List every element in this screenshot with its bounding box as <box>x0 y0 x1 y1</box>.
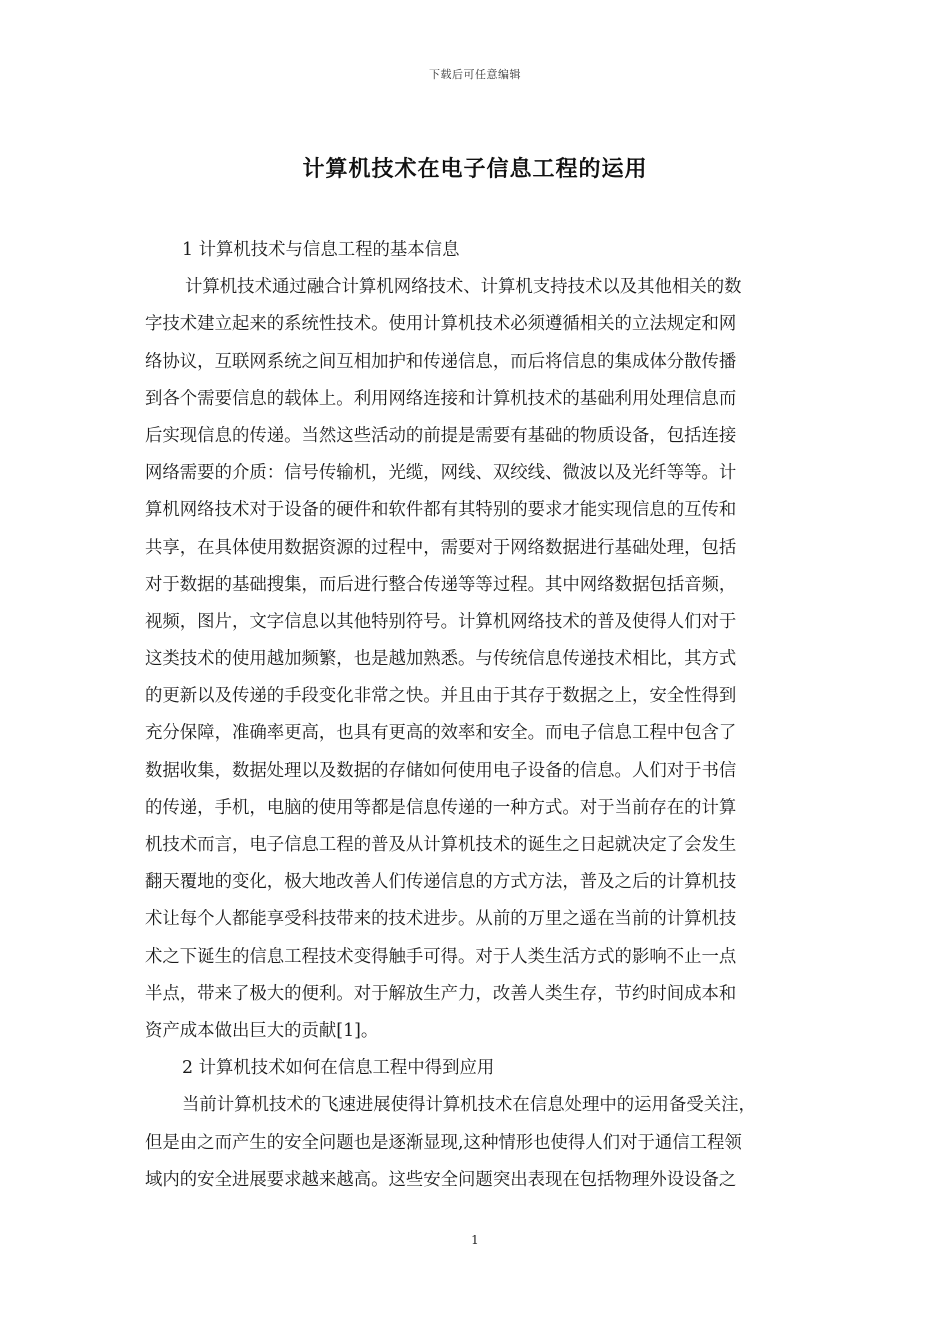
paragraph-line: 视频，图片，文字信息以其他特别符号。计算机网络技术的普及使得人们对于 <box>145 611 737 632</box>
paragraph-line: 络协议，互联网系统之间互相加护和传递信息，而后将信息的集成体分散传播 <box>145 351 737 372</box>
paragraph-line: 的更新以及传递的手段变化非常之快。并且由于其存于数据之上，安全性得到 <box>145 686 737 707</box>
paragraph-line: 计算机技术通过融合计算机网络技术、计算机支持技术以及其他相关的数 <box>185 277 742 298</box>
paragraph-line: 术让每个人都能享受科技带来的技术进步。从前的万里之遥在当前的计算机技 <box>145 909 737 930</box>
paragraph-line: 域内的安全进展要求越来越高。这些安全问题突出表现在包括物理外设设备之 <box>145 1169 737 1190</box>
paragraph-line: 的传递，手机，电脑的使用等都是信息传递的一种方式。对于当前存在的计算 <box>145 797 737 818</box>
paragraph-line: 到各个需要信息的载体上。利用网络连接和计算机技术的基础利用处理信息而 <box>145 388 737 409</box>
document-title: 计算机技术在电子信息工程的运用 <box>302 157 648 182</box>
section-heading-2: 2 计算机技术如何在信息工程中得到应用 <box>182 1058 495 1079</box>
header-note: 下载后可任意编辑 <box>429 68 521 81</box>
paragraph-line: 机技术而言，电子信息工程的普及从计算机技术的诞生之日起就决定了会发生 <box>145 835 737 855</box>
paragraph-line: 半点，带来了极大的便利。对于解放生产力，改善人类生存，节约时间成本和 <box>145 983 737 1004</box>
paragraph-line: 共享，在具体使用数据资源的过程中，需要对于网络数据进行基础处理，包括 <box>145 537 737 558</box>
paragraph-line: 对于数据的基础搜集，而后进行整合传递等等过程。其中网络数据包括音频， <box>145 574 737 595</box>
paragraph-line: 字技术建立起来的系统性技术。使用计算机技术必须遵循相关的立法规定和网 <box>145 314 737 335</box>
paragraph-line: 后实现信息的传递。当然这些活动的前提是需要有基础的物质设备，包括连接 <box>145 425 737 446</box>
page-number: 1 <box>471 1233 479 1247</box>
paragraph-line: 但是由之而产生的安全问题也是逐渐显现,这种情形也使得人们对于通信工程领 <box>145 1132 742 1153</box>
paragraph-line: 这类技术的使用越加频繁，也是越加熟悉。与传统信息传递技术相比，其方式 <box>145 649 737 670</box>
paragraph-line: 术之下诞生的信息工程技术变得触手可得。对于人类生活方式的影响不止一点 <box>145 946 737 967</box>
document-body <box>145 232 807 1199</box>
paragraph-line: 充分保障，准确率更高，也具有更高的效率和安全。而电子信息工程中包含了 <box>145 723 737 744</box>
paragraph-line: 数据收集，数据处理以及数据的存储如何使用电子设备的信息。人们对于书信 <box>145 760 737 781</box>
paragraph-line: 翻天覆地的变化，极大地改善人们传递信息的方式方法，普及之后的计算机技 <box>145 872 737 893</box>
paragraph-line: 资产成本做出巨大的贡献[1]。 <box>145 1020 379 1041</box>
paragraph-line: 当前计算机技术的飞速进展使得计算机技术在信息处理中的运用备受关注， <box>182 1095 756 1116</box>
paragraph-line: 网络需要的介质：信号传输机，光缆，网线、双绞线、微波以及光纤等等。计 <box>145 463 737 484</box>
section-heading-1: 1 计算机技术与信息工程的基本信息 <box>182 240 460 260</box>
paragraph-line: 算机网络技术对于设备的硬件和软件都有其特别的要求才能实现信息的互传和 <box>145 500 737 521</box>
